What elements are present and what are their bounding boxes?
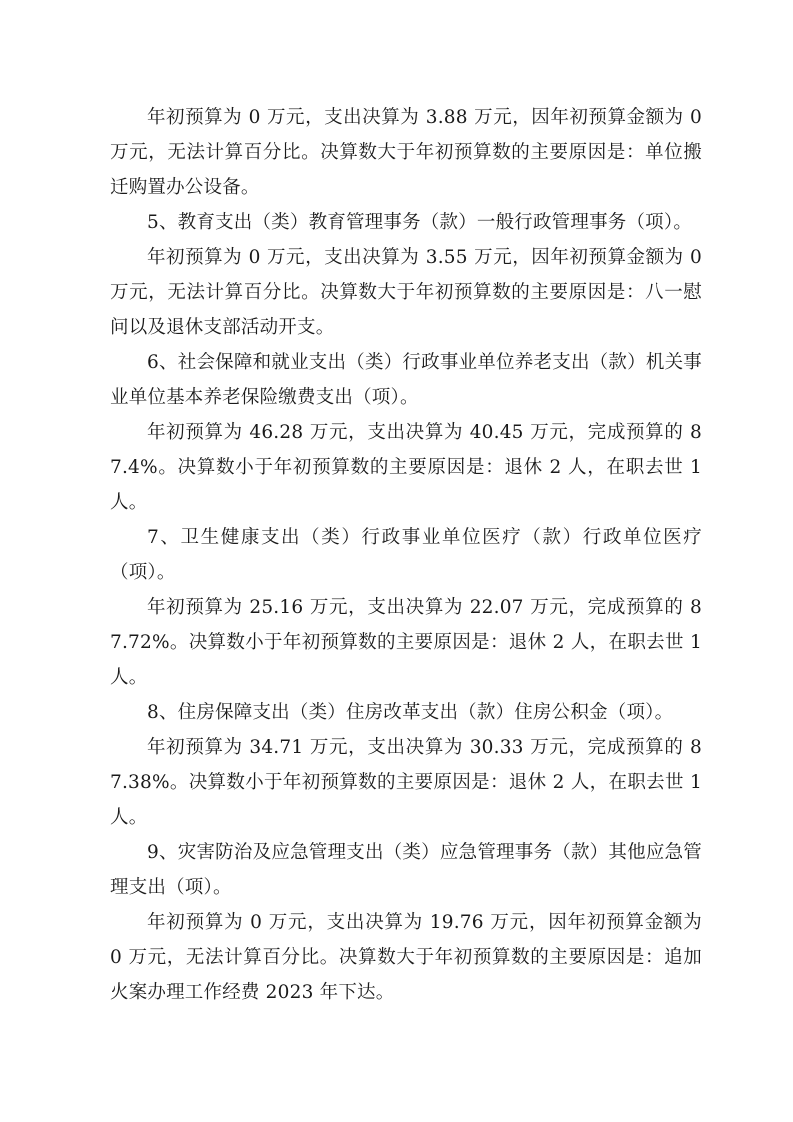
heading-item-6-social-security: 6、社会保障和就业支出（类）行政事业单位养老支出（款）机关事业单位基本养老保险缴费支出（项）。 [110, 352, 702, 408]
paragraph-budget-note-4: 年初预算为 0 万元，支出决算为 3.88 万元，因年初预算金额为 0 万元，无法计算百分比。决算数大于年初预算数的主要原因是：单位搬迁购置办公设备。 [110, 107, 702, 198]
heading-item-5-education: 5、教育支出（类）教育管理事务（款）一般行政管理事务（项）。 [147, 212, 693, 233]
paragraph-budget-note-6: 年初预算为 46.28 万元，支出决算为 40.45 万元，完成预算的 87.4%。决算数小于年初预算数的主要原因是：退休 2 人，在职去世 1 人。 [110, 422, 702, 513]
paragraph-budget-note-9: 年初预算为 0 万元，支出决算为 19.76 万元，因年初预算金额为 0 万元，无法计算百分比。决算数大于年初预算数的主要原因是：追加火案办理工作经费 2023 年下达。 [110, 912, 702, 1003]
document-body [110, 100, 702, 1010]
paragraph-budget-note-8: 年初预算为 34.71 万元，支出决算为 30.33 万元，完成预算的 87.38%。决算数小于年初预算数的主要原因是：退休 2 人，在职去世 1 人。 [110, 737, 702, 828]
heading-item-9-emergency: 9、灾害防治及应急管理支出（类）应急管理事务（款）其他应急管理支出（项）。 [110, 842, 702, 898]
paragraph-budget-note-7: 年初预算为 25.16 万元，支出决算为 22.07 万元，完成预算的 87.72%。决算数小于年初预算数的主要原因是：退休 2 人，在职去世 1 人。 [110, 597, 702, 688]
paragraph-budget-note-5: 年初预算为 0 万元，支出决算为 3.55 万元，因年初预算金额为 0 万元，无法计算百分比。决算数大于年初预算数的主要原因是：八一慰问以及退休支部活动开支。 [110, 247, 702, 338]
heading-item-8-housing: 8、住房保障支出（类）住房改革支出（款）住房公积金（项）。 [147, 702, 674, 723]
heading-item-7-health: 7、卫生健康支出（类）行政事业单位医疗（款）行政单位医疗（项）。 [110, 527, 702, 583]
